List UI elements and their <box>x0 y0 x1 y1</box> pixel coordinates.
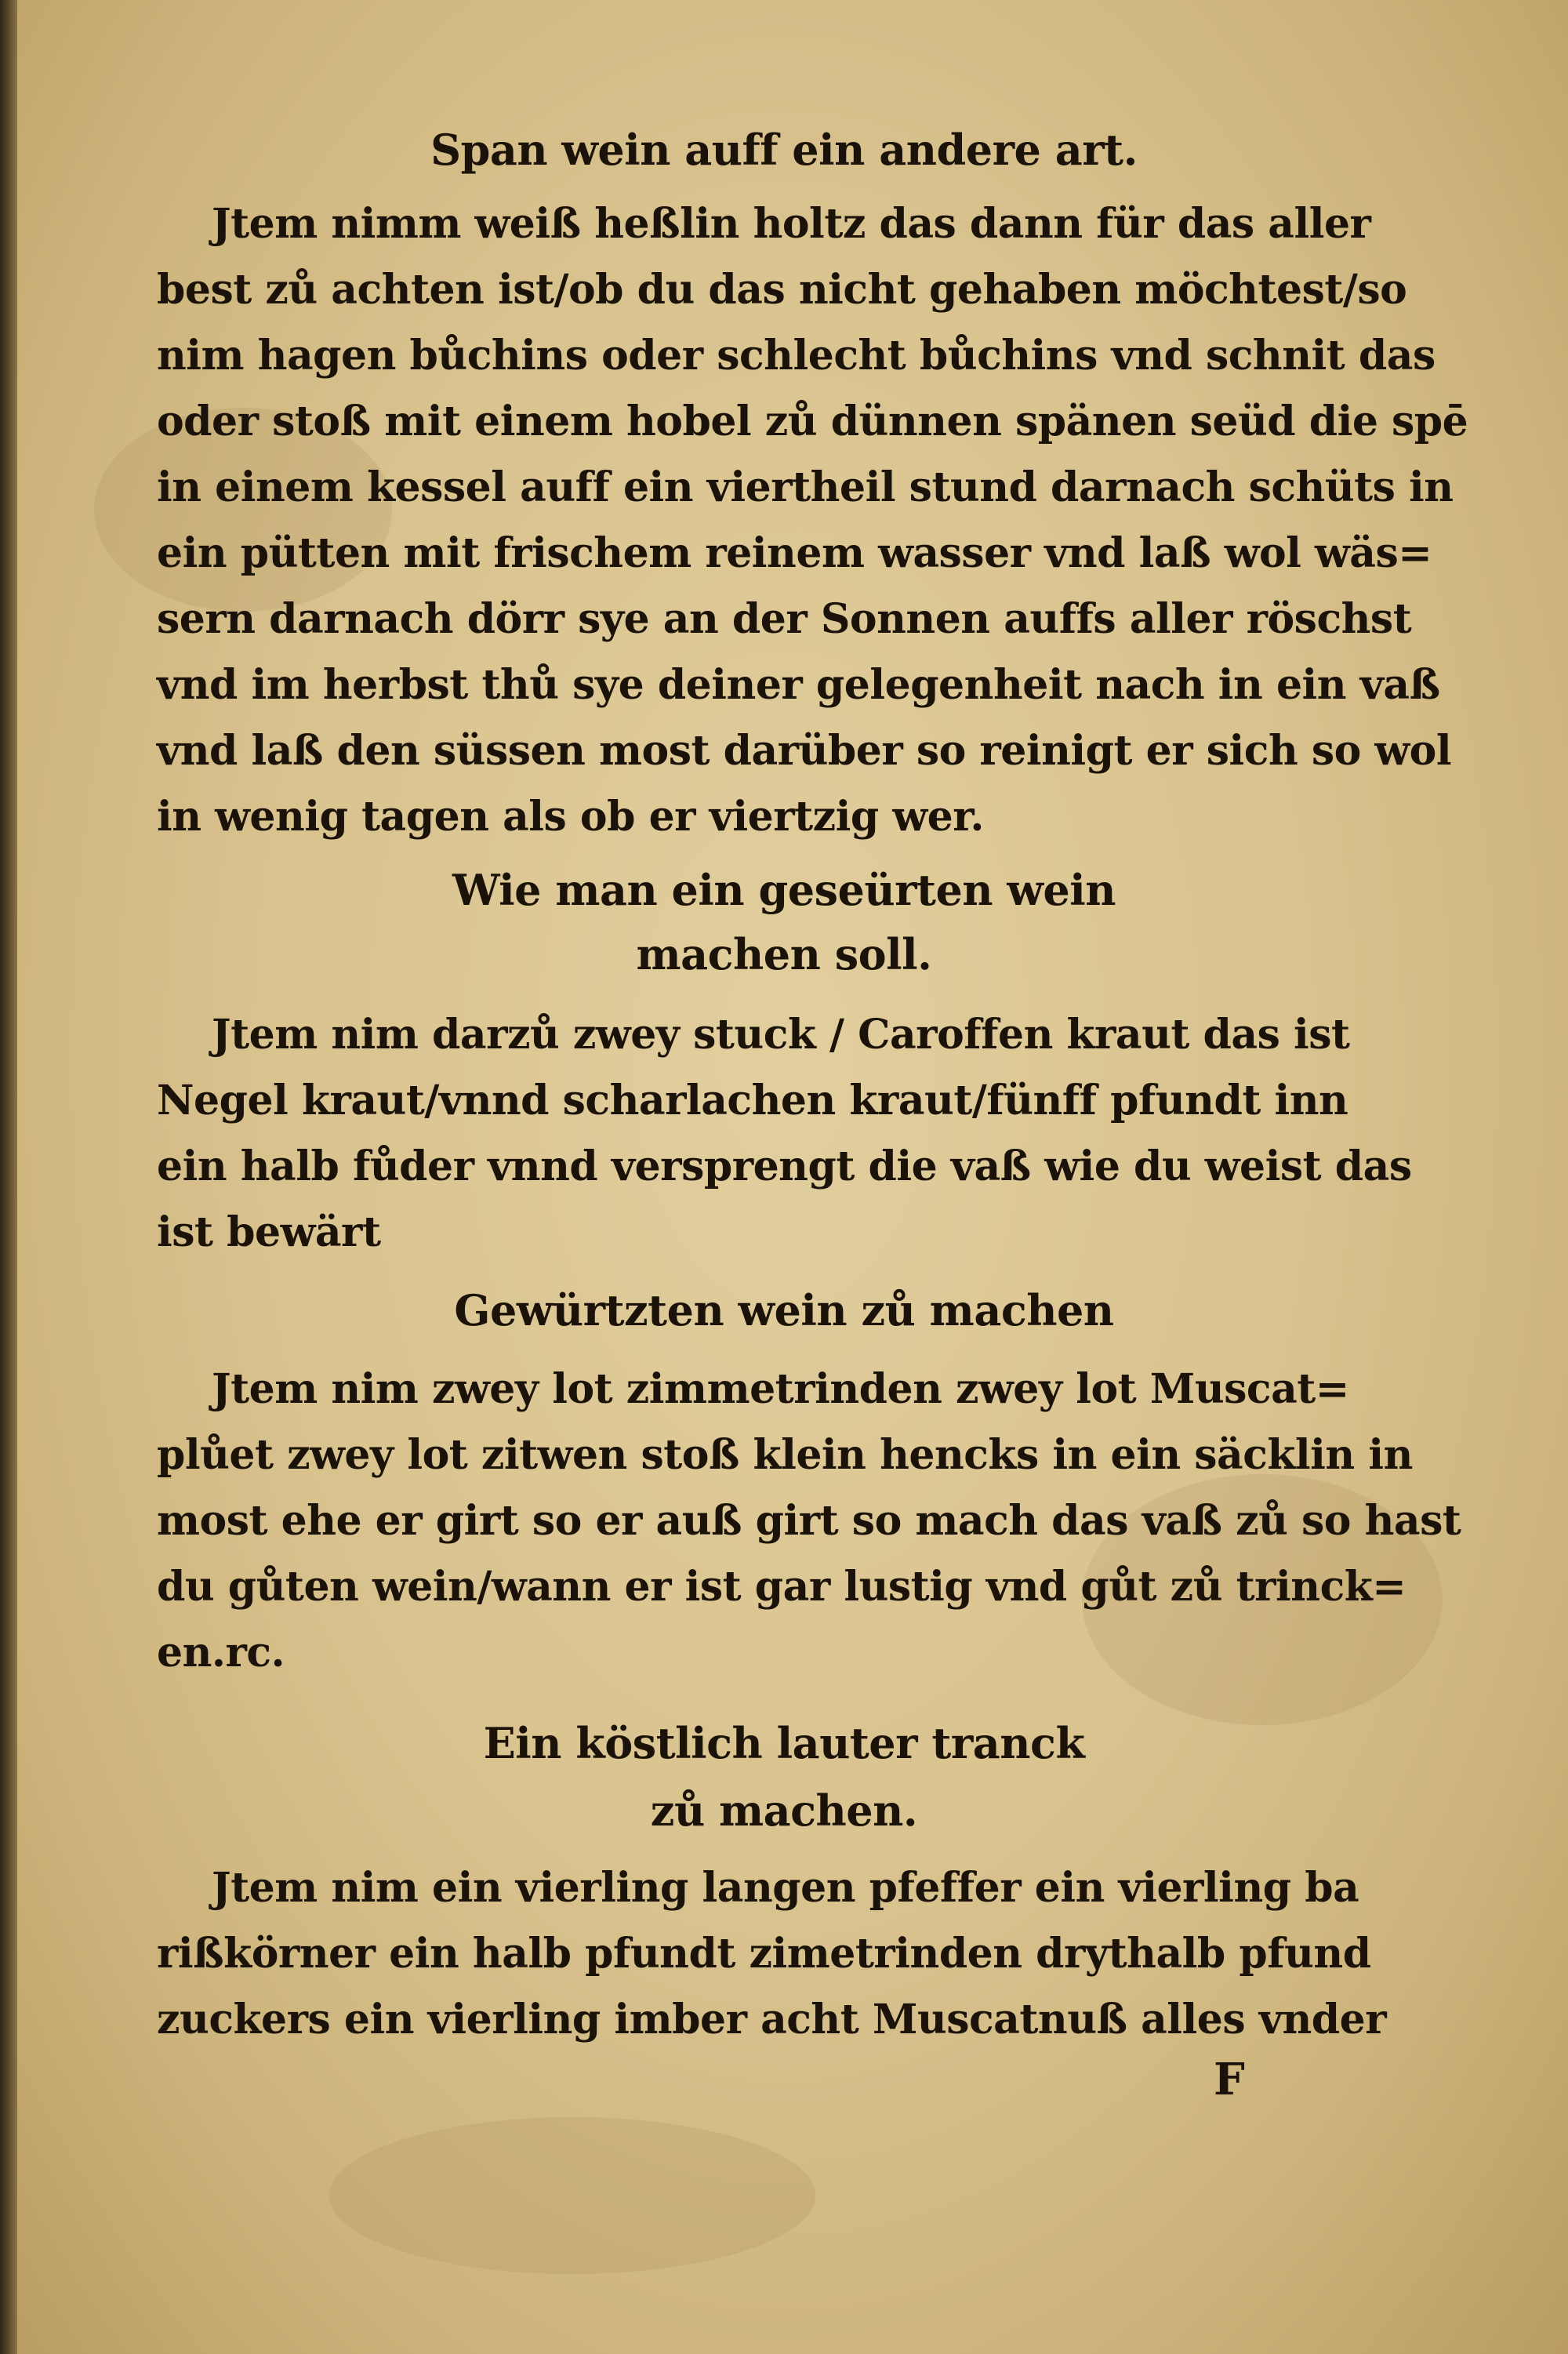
body-line: most ehe er girt so er auß girt so mach das vaß zů so hast <box>157 1497 1461 1545</box>
section-heading: Ein köstlich lauter tranck <box>483 1718 1085 1768</box>
body-line: in wenig tagen als ob er viertzig wer. <box>157 793 984 841</box>
body-line: vnd im herbst thů sye deiner gelegenheit nach in ein vaß <box>157 661 1440 709</box>
body-line: en.rc. <box>157 1629 285 1676</box>
body-line: rißkörner ein halb pfundt zimetrinden drythalb pfund <box>157 1930 1371 1978</box>
body-line: Negel kraut/vnnd scharlachen kraut/fünff pfundt inn <box>157 1077 1348 1124</box>
page-binding-edge <box>0 0 17 2354</box>
section-heading: zů machen. <box>650 1785 918 1836</box>
body-line: plůet zwey lot zitwen stoß klein hencks in ein säcklin in <box>157 1431 1413 1479</box>
body-line: sern darnach dörr sye an der Sonnen auffs aller röschst <box>157 595 1412 643</box>
section-heading: Gewürtzten wein zů machen <box>454 1285 1114 1335</box>
body-line: nim hagen bůchins oder schlecht bůchins vnd schnit das <box>157 332 1436 380</box>
body-line: du gůten wein/wann er ist gar lustig vnd gůt zů trinck= <box>157 1563 1406 1611</box>
body-line: Jtem nim ein vierling langen pfeffer ein vierling ba <box>212 1864 1359 1912</box>
section-heading: Span wein auff ein andere art. <box>430 125 1138 175</box>
body-line: zuckers ein vierling imber acht Muscatnuß alles vnder <box>157 1996 1387 2043</box>
body-line: Jtem nimm weiß heßlin holtz das dann für das aller <box>212 200 1371 248</box>
section-heading: machen soll. <box>636 929 932 979</box>
body-line: ein pütten mit frischem reinem wasser vnd laß wol wäs= <box>157 529 1432 577</box>
body-line: ist bewärt <box>157 1208 381 1256</box>
body-line: best zů achten ist/ob du das nicht gehaben möchtest/so <box>157 266 1407 314</box>
body-line: Jtem nim zwey lot zimmetrinden zwey lot Muscat= <box>212 1365 1349 1413</box>
body-line: vnd laß den süssen most darüber so reinigt er sich so wol <box>157 727 1452 775</box>
paper-stain <box>329 2117 815 2274</box>
body-line: in einem kessel auff ein viertheil stund darnach schüts in <box>157 463 1454 511</box>
section-heading: Wie man ein geseürten wein <box>452 865 1116 915</box>
body-line: Jtem nim darzů zwey stuck / Caroffen kraut das ist <box>212 1011 1350 1059</box>
body-line: ein halb fůder vnnd versprengt die vaß wie du weist das <box>157 1142 1412 1190</box>
signature-mark: F <box>1214 2054 1245 2105</box>
body-line: oder stoß mit einem hobel zů dünnen spänen seüd die spē <box>157 398 1468 445</box>
